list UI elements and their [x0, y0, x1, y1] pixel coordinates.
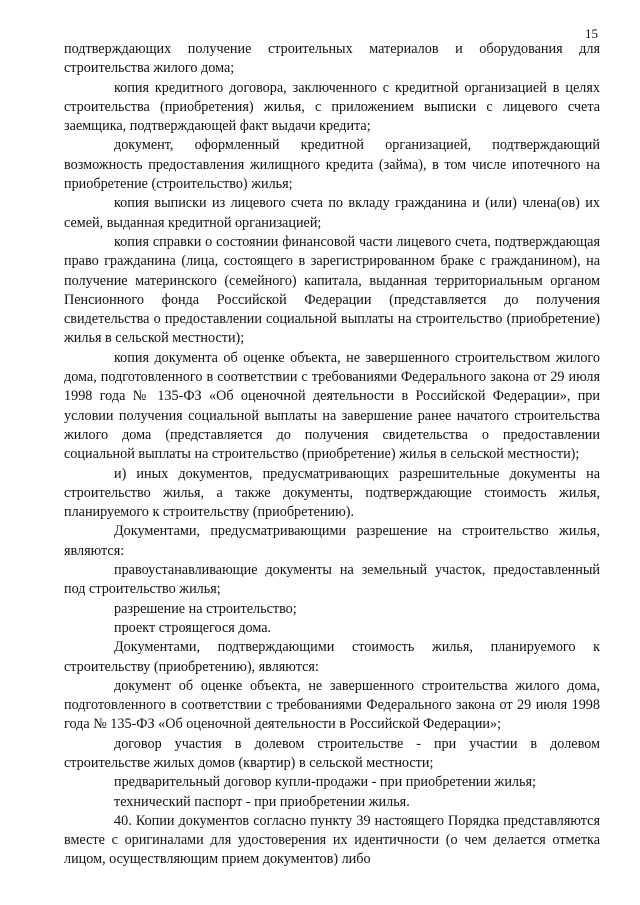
paragraph: разрешение на строительство;: [114, 600, 297, 617]
paragraph: технический паспорт - при приобретении жилья.: [114, 793, 410, 810]
page-number: 15: [585, 26, 598, 41]
paragraph: предварительный договор купли-продажи - при приобретении жилья;: [114, 774, 536, 791]
paragraph: копия документа об оценке объекта, не завершенного строительством жилого дома, подготовленного в соответствии с требованиями Федерального закона от 29 июля 1998 года № 135-ФЗ «Об оценочной деятельности в Российской Федерации», при условии получения социальной выплаты на завершение ранее начатого строительства жилого дома (представляется до получения свидетельства о предоставлении социальной выплаты на строительство (приобретение) жилья в сельской местности);: [64, 349, 600, 463]
paragraph: Документами, подтверждающими стоимость жилья, планируемого к строительству (приобретению), являются:: [64, 639, 600, 675]
paragraph: и) иных документов, предусматривающих разрешительные документы на строительство жилья, а также документы, подтверждающие стоимость жилья, планируемого к строительству (приобретению).: [64, 465, 600, 521]
paragraph: проект строящегося дома.: [114, 619, 272, 636]
paragraph: копия справки о состоянии финансовой части лицевого счета, подтверждающая право гражданина (лица, состоящего в зарегистрированном браке с гражданином), на получение материнского (семейного) капитала, выданная территориальным органом Пенсионного фонда Российской Федерации (представляется до получения свидетельства о предоставлении социальной выплаты на строительство (приобретение) жилья в сельской местности);: [64, 233, 600, 347]
paragraph: правоустанавливающие документы на земельный участок, предоставленный под строительство жилья;: [64, 562, 600, 598]
paragraph: подтверждающих получение строительных материалов и оборудования для строительства жилого дома;: [64, 41, 600, 77]
paragraph: копия кредитного договора, заключенного с кредитной организацией в целях строительства (приобретения) жилья, с приложением выписки с лицевого счета заемщика, подтверждающей факт выдачи кредита;: [64, 79, 600, 135]
document-body: [64, 40, 600, 870]
paragraph: документ, оформленный кредитной организацией, подтверждающий возможность предоставления жилищного кредита (займа), в том числе ипотечного на приобретение (строительство) жилья;: [64, 137, 600, 193]
paragraph: документ об оценке объекта, не завершенного строительства жилого дома, подготовленного в соответствии с требованиями Федерального закона от 29 июля 1998 года № 135-ФЗ «Об оценочной деятельности в Российской Федерации»;: [64, 677, 600, 733]
paragraph: Документами, предусматривающими разрешение на строительство жилья, являются:: [64, 523, 600, 559]
paragraph: копия выписки из лицевого счета по вкладу гражданина и (или) члена(ов) их семей, выданная кредитной организацией;: [64, 195, 600, 231]
paragraph: договор участия в долевом строительстве - при участии в долевом строительстве жилых домов (квартир) в сельской местности;: [64, 735, 600, 771]
paragraph: 40. Копии документов согласно пункту 39 настоящего Порядка представляются вместе с оригиналами для удостоверения их идентичности (о чем делается отметка лицом, осуществляющим прием документов) либо: [64, 812, 600, 868]
